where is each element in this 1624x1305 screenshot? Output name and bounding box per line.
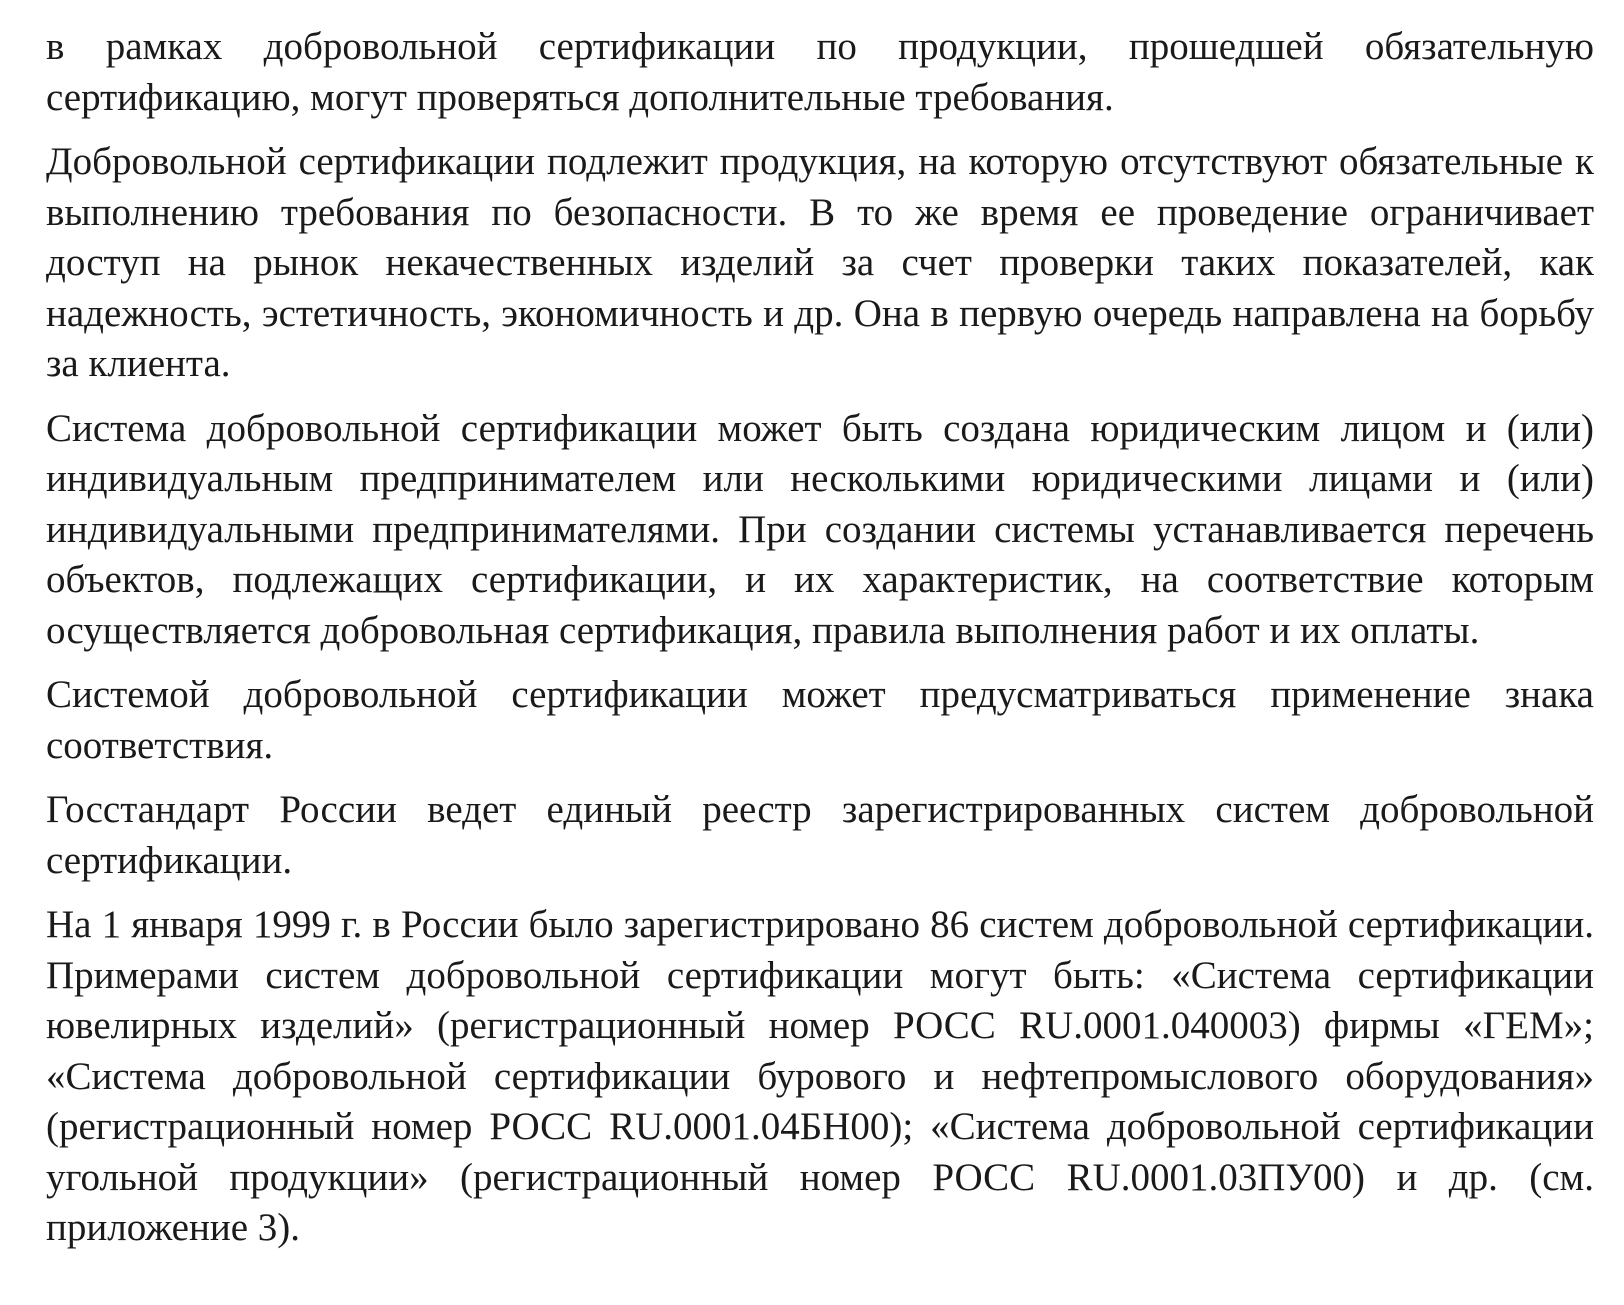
paragraph-3: Система добровольной сертификации может быть создана юридическим лицом и (или) индивидуальным предпринимателем или несколькими юридическими лицами и (или) индивидуальными предпринимателями. При создании системы устанавливается перечень объектов, подлежащих сертификации, и их характеристик, на соответствие которым осуществляется добровольная сертификация, правила выполнения работ и их оплаты. — [46, 406, 1594, 652]
paragraph-1: в рамках добровольной сертификации по продукции, прошедшей обязательную сертификацию, могут проверяться дополнительные требования. — [46, 25, 1594, 119]
paragraph-4: Системой добровольной сертификации может предусматриваться применение знака соответствия. — [46, 673, 1594, 767]
paragraph-6: На 1 января 1999 г. в России было зарегистрировано 86 систем добровольной сертификации. Примерами систем добровольной сертификации могут быть: «Система сертификации ювелирных изделий» (регистрационный номер РОСС RU.0001.040003) фирмы «ГЕМ»; «Система добровольной сертификации бурового и нефтепромыслового оборудования» (регистрационный номер РОСС RU.0001.04БН00); «Система добровольной сертификации угольной продукции» (регистрационный номер РОСС RU.0001.03ПУ00) и др. (см. приложение 3). — [46, 903, 1594, 1249]
paragraph-5: Госстандарт России ведет единый реестр зарегистрированных систем добровольной сертификации. — [46, 788, 1594, 882]
document-page — [46, 22, 1594, 1268]
paragraph-2: Добровольной сертификации подлежит продукция, на которую отсутствуют обязательные к выполнению требования по безопасности. В то же время ее проведение ограничивает доступ на рынок некачественных изделий за счет проверки таких показателей, как надежность, эстетичность, экономичность и др. Она в первую очередь направлена на борьбу за клиента. — [46, 140, 1594, 385]
